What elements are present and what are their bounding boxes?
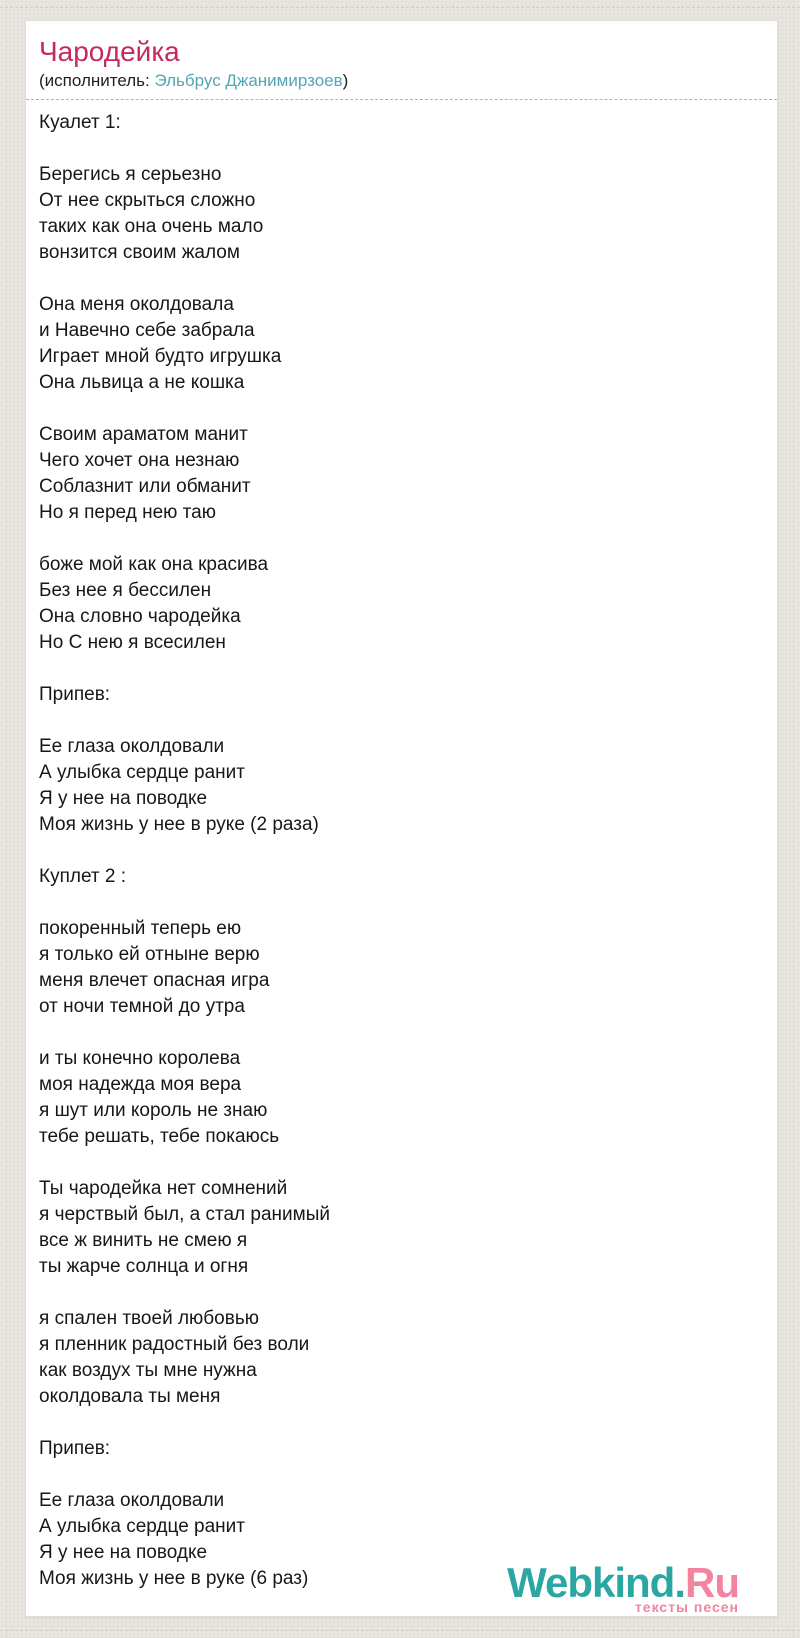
artist-line [39,70,771,91]
stanza [39,422,764,526]
lyric-line: ты жарче солнца и огня [39,1256,249,1277]
lyric-line: Припев: [39,1438,111,1459]
lyric-line: Ее глаза околдовали [39,736,225,757]
lyric-line: Играет мной будто игрушка [39,346,282,367]
decorative-seam-right [793,0,794,1638]
lyric-line: и Навечно себе забрала [39,320,255,341]
lyric-line: А улыбка сердце ранит [39,1516,245,1537]
lyric-line: я только ей отныне верю [39,944,260,965]
decorative-seam-bottom [0,1630,800,1631]
webkind-logo[interactable] [507,1559,739,1615]
lyric-line: Но С нею я всесилен [39,632,226,653]
lyric-line: боже мой как она красива [39,554,269,575]
lyric-line: как воздух ты мне нужна [39,1360,257,1381]
stanza [39,916,764,1020]
lyric-line: я спален твоей любовью [39,1308,259,1329]
lyric-line: От нее скрыться сложно [39,190,256,211]
lyric-line: Берегись я серьезно [39,164,222,185]
decorative-seam-left [6,0,7,1638]
lyric-line: Но я перед нею таю [39,502,216,523]
lyric-line: Своим араматом манит [39,424,248,445]
stanza [39,682,764,708]
lyric-line: Куалет 1: [39,112,121,133]
stanza [39,1436,764,1462]
lyric-line: Ее глаза околдовали [39,1490,225,1511]
stanza [39,1306,764,1410]
stanza [39,734,764,838]
lyric-line: Я у нее на поводке [39,788,208,809]
lyric-line: околдовала ты меня [39,1386,221,1407]
lyric-line: Ты чародейка нет сомнений [39,1178,288,1199]
lyric-line: и ты конечно королева [39,1048,241,1069]
webkind-logo-name: Webkind. [507,1559,685,1606]
lyric-line: Куплет 2 : [39,866,126,887]
lyric-line: Моя жизнь у нее в руке (2 раза) [39,814,319,835]
artist-suffix-label: ) [342,71,349,90]
lyric-line: от ночи темной до утра [39,996,245,1017]
webkind-logo-tld: Ru [685,1559,739,1606]
lyric-line: я черствый был, а стал ранимый [39,1204,330,1225]
stanza [39,162,764,266]
lyric-line: моя надежда моя вера [39,1074,242,1095]
stanza [39,1176,764,1280]
stanza [39,864,764,890]
stanza [39,552,764,656]
lyric-line: покоренный теперь ею [39,918,242,939]
artist-prefix-label: (исполнитель: [39,71,150,90]
lyric-line: Моя жизнь у нее в руке (6 раз) [39,1568,309,1589]
stanza [39,110,764,136]
lyric-line: Соблазнит или обманит [39,476,251,497]
song-header [26,21,777,100]
lyric-line: тебе решать, тебе покаюсь [39,1126,280,1147]
lyric-line: Она львица а не кошка [39,372,245,393]
song-title: Чародейка [39,36,180,67]
lyric-line: Я у нее на поводке [39,1542,208,1563]
decorative-seam-top [0,7,800,8]
lyric-line: меня влечет опасная игра [39,970,270,991]
lyric-line: вонзится своим жалом [39,242,240,263]
lyric-line: Она словно чародейка [39,606,241,627]
lyrics-panel [25,20,778,1617]
lyric-line: я шут или король не знаю [39,1100,268,1121]
lyrics [26,100,777,1592]
lyric-line: Она меня околдовала [39,294,234,315]
webkind-logo-wordmark [507,1559,739,1606]
lyric-line: А улыбка сердце ранит [39,762,245,783]
stanza [39,292,764,396]
lyric-line: таких как она очень мало [39,216,264,237]
lyric-line: я пленник радостный без воли [39,1334,310,1355]
lyric-line: Припев: [39,684,111,705]
webkind-logo-tagline: тексты песен [634,1599,739,1615]
lyric-line: все ж винить не смею я [39,1230,248,1251]
lyric-line: Без нее я бессилен [39,580,212,601]
lyric-line: Чего хочет она незнаю [39,450,240,471]
stanza [39,1046,764,1150]
artist-link[interactable]: Эльбрус Джанимирзоев [154,71,343,90]
